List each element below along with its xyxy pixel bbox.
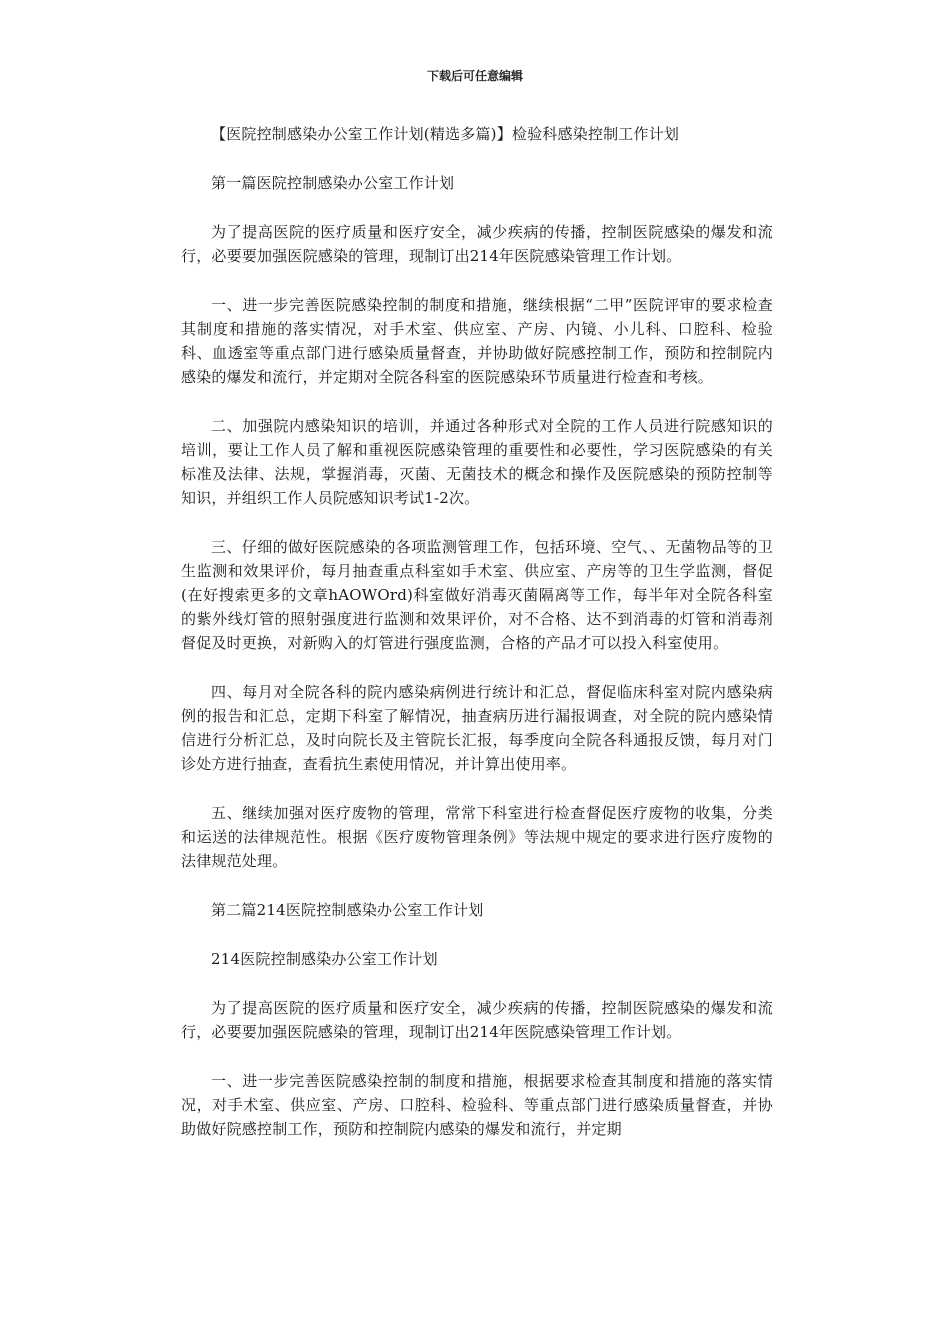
section-2-heading: 第二篇214医院控制感染办公室工作计划 xyxy=(211,901,484,919)
page-header: 下载后可任意编辑 xyxy=(426,69,523,83)
section-1-heading: 第一篇医院控制感染办公室工作计划 xyxy=(211,174,455,192)
paragraph: 四、每月对全院各科的院内感染病例进行统计和汇总，督促临床科室对院内感染病例的报告和汇总，定期下科室了解情况，抽查病历进行漏报调查，对全院的院内感染情信进行分析汇总，及时向院长及主管院长汇报，每季度向全院各科通报反馈，每月对门诊处方进行抽查，查看抗生素使用情况，并计算出使用率。 xyxy=(181,683,773,773)
paragraph: 三、仔细的做好医院感染的各项监测管理工作，包括环境、空气、、无菌物品等的卫生监测和效果评价，每月抽查重点科室如手术室、供应室、产房等的卫生学监测，督促(在好搜索更多的文章hAOWOrd)科室做好消毒灭菌隔离等工作，每半年对全院各科室的紫外线灯管的照射强度进行监测和效果评价，对不合格、达不到消毒的灯管和消毒剂督促及时更换，对新购入的灯管进行强度监测，合格的产品才可以投入科室使用。 xyxy=(181,538,773,652)
paragraph: 二、加强院内感染知识的培训，并通过各种形式对全院的工作人员进行院感知识的培训，要让工作人员了解和重视医院感染管理的重要性和必要性，学习医院感染的有关标准及法律、法规，掌握消毒，灭菌、无菌技术的概念和操作及医院感染的预防控制等知识，并组织工作人员院感知识考试1-2次。 xyxy=(181,417,773,507)
paragraph: 为了提高医院的医疗质量和医疗安全，减少疾病的传播，控制医院感染的爆发和流行，必要要加强医院感染的管理，现制订出214年医院感染管理工作计划。 xyxy=(181,223,773,265)
document-title: 【医院控制感染办公室工作计划(精选多篇)】检验科感染控制工作计划 xyxy=(211,125,680,143)
paragraph: 为了提高医院的医疗质量和医疗安全，减少疾病的传播，控制医院感染的爆发和流行，必要要加强医院感染的管理，现制订出214年医院感染管理工作计划。 xyxy=(181,999,773,1041)
paragraph: 一、进一步完善医院感染控制的制度和措施，继续根据“二甲”医院评审的要求检查其制度和措施的落实情况，对手术室、供应室、产房、内镜、小儿科、口腔科、检验科、血透室等重点部门进行感染质量督查，并协助做好院感控制工作，预防和控制院内感染的爆发和流行，并定期对全院各科室的医院感染环节质量进行检查和考核。 xyxy=(181,296,773,386)
document-body xyxy=(181,122,773,1166)
paragraph: 一、进一步完善医院感染控制的制度和措施，根据要求检查其制度和措施的落实情况，对手术室、供应室、产房、口腔科、检验科、等重点部门进行感染质量督查，并协助做好院感控制工作，预防和控制院内感染的爆发和流行，并定期 xyxy=(181,1072,773,1138)
section-2-subheading: 214医院控制感染办公室工作计划 xyxy=(211,950,438,968)
paragraph: 五、继续加强对医疗废物的管理，常常下科室进行检查督促医疗废物的收集，分类和运送的法律规范性。根据《医疗废物管理条例》等法规中规定的要求进行医疗废物的法律规范处理。 xyxy=(181,804,773,870)
